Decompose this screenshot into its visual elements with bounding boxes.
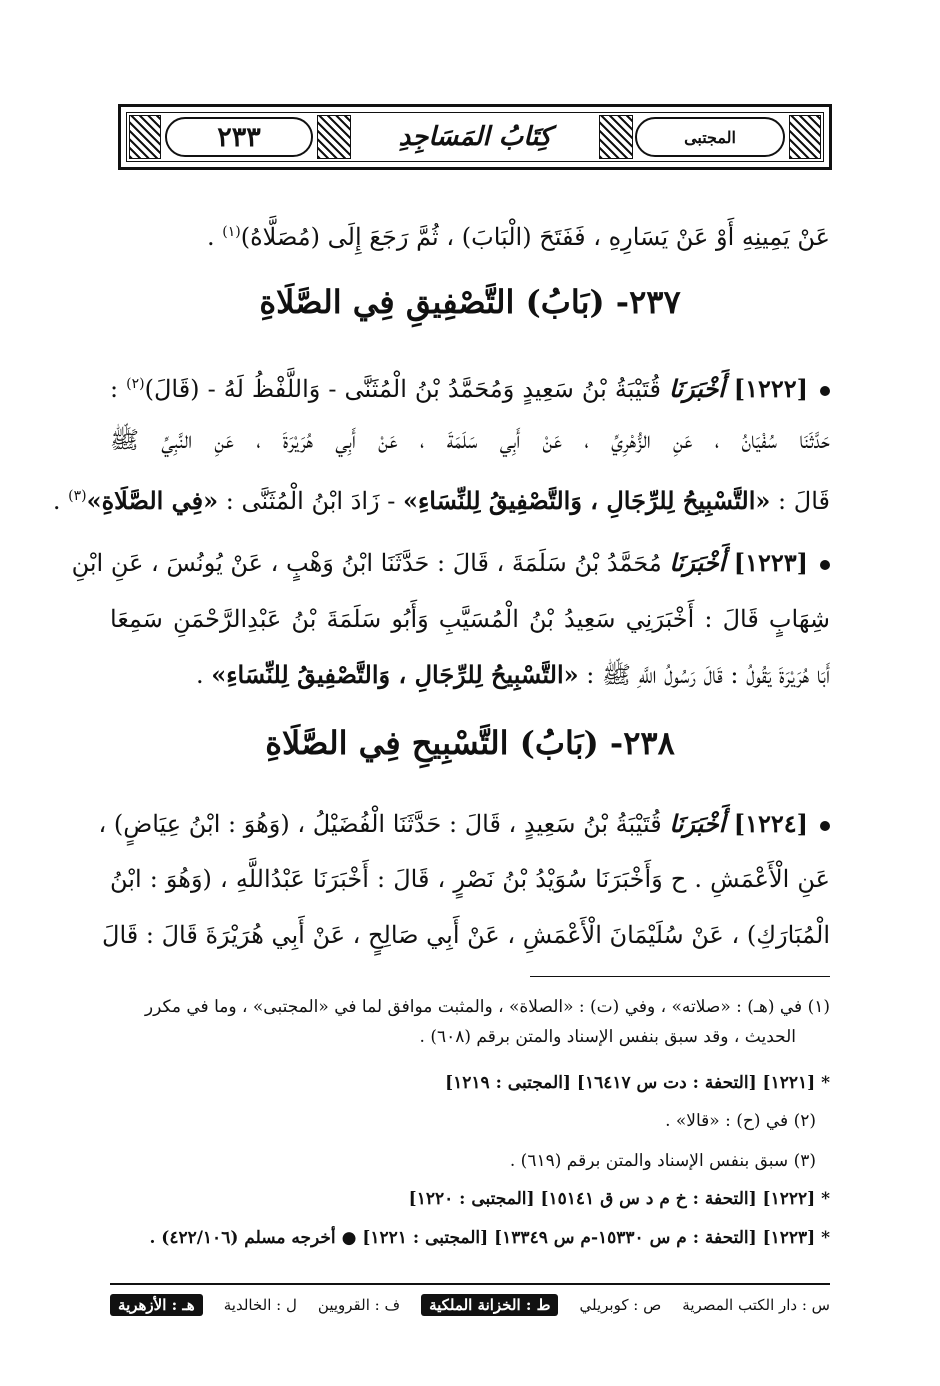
- reference-1222: * [١٢٢٢] [التحفة : خ م د س ق ١٥١٤١] [المجتبى : ١٢٢٠]: [408, 1189, 830, 1209]
- text-span: قُتَيْبَةُ بْنُ سَعِيدٍ وَمُحَمَّدُ بْنُ الْمُثَنَّى - وَاللَّفْظُ لَهُ - (قَالَ): [144, 375, 669, 403]
- hadith-1223-line-1: [71, 545, 830, 581]
- hadith-number: [١٢٢٣]: [725, 548, 808, 577]
- key-item-highlighted: هـ : الأزهرية: [110, 1294, 203, 1316]
- key-item: ف : القرويين: [317, 1296, 401, 1314]
- footnote-ref: (١): [222, 224, 241, 240]
- text-span: .: [195, 661, 212, 689]
- bullet-icon: [820, 560, 830, 570]
- page-number-cartouche: [165, 117, 313, 157]
- hadith-1223-line-3: [110, 657, 830, 693]
- footnote-3: (٣) سبق بنفس الإسناد والمتن برقم (٦١٩) .: [509, 1151, 816, 1171]
- key-item: ص : كوبريلي: [579, 1296, 662, 1314]
- akhbarana: أَخْبَرَنَا: [668, 374, 725, 403]
- ornament-mid-left: [317, 115, 351, 159]
- book-title-cartouche: [357, 117, 593, 157]
- footnote-ref: (٣): [68, 488, 87, 504]
- hadith-1224-line-1: [98, 806, 830, 842]
- logo-cartouche: [635, 117, 785, 157]
- text-span: - زَادَ ابْنُ الْمُثَنَّى :: [218, 487, 404, 515]
- akhbarana: أَخْبَرَنَا: [669, 548, 726, 577]
- hadith-1224-line-3: الْمُبَارَكِ) ، عَنْ سُلَيْمَانَ الْأَعْمَشِ ، عَنْ أَبِي صَالِحٍ ، عَنْ أَبِي هُرَيْرَةَ قَالَ : قَالَ: [102, 921, 830, 949]
- text-span: مُحَمَّدُ بْنُ سَلَمَةَ ، قَالَ : حَدَّثَنَا ابْنُ وَهْبٍ ، عَنْ يُونُسَ ، عَنِ ابْنِ: [71, 549, 670, 577]
- key-item: س : دار الكتب المصرية: [682, 1296, 830, 1314]
- text-span: .: [52, 487, 69, 515]
- footnote-2: (٢) في (ح) : «قالا» .: [665, 1111, 816, 1131]
- key-bar-rule: [110, 1283, 830, 1285]
- reference-1221: * [١٢٢١] [التحفة : دت س ١٦٤١٧] [المجتبى : ١٢١٩]: [445, 1073, 830, 1093]
- reference-1223: * [١٢٢٣] [التحفة : م س ١٥٣٣٠-م س ١٣٣٤٩] [المجتبى : ١٢٢١] ● أخرجه مسلم (٤٢٢/١٠٦) .: [149, 1228, 830, 1248]
- section-heading: ٢٣٨- (بَابُ) التَّسْبِيحِ فِي الصَّلَاةِ: [265, 724, 675, 762]
- matn-bold: «التَّسْبِيحُ لِلرِّجَالِ ، وَالتَّصْفِيقُ لِلنِّسَاءِ»: [211, 660, 579, 689]
- text-span: .: [206, 223, 223, 251]
- page-header: [118, 104, 832, 170]
- manuscript-key-bar: [110, 1290, 830, 1320]
- footnote-ref: (٢): [126, 376, 145, 392]
- hadith-number: [١٢٢٢]: [724, 374, 809, 403]
- hadith-number: [١٢٢٤]: [725, 809, 808, 838]
- section-heading: ٢٣٧- (بَابُ) التَّصْفِيقِ فِي الصَّلَاةِ: [259, 283, 681, 321]
- ornament-right: [789, 115, 821, 159]
- text-span: عَنْ يَمِينِهِ أَوْ عَنْ يَسَارِهِ ، فَفَتَحَ (الْبَابَ) ، ثُمَّ رَجَعَ إِلَى (مُصَلَّاهُ): [240, 223, 830, 251]
- matn-bold: «فِي الصَّلَاةِ»: [86, 486, 219, 515]
- page-number: ٢٣٣: [217, 121, 261, 153]
- text-span: قَالَ :: [770, 487, 830, 515]
- text-span: أَبَا هُرَيْرَةَ يَقُولُ : قَالَ رَسُولُ اللَّهِ ﷺ :: [578, 661, 830, 689]
- key-item-highlighted: ط : الخزانة الملكية: [421, 1294, 558, 1316]
- hadith-1224-line-2: عَنِ الْأَعْمَشِ . ح وَأَخْبَرَنَا سُوَيْدُ بْنُ نَصْرٍ ، قَالَ : أَخْبَرَنَا عَبْدُاللَّهِ ، (وَهُوَ : ابْنُ: [110, 865, 830, 893]
- text-span: :: [110, 375, 127, 403]
- akhbarana: أَخْبَرَنَا: [669, 809, 726, 838]
- matn-bold: «التَّسْبِيحُ لِلرِّجَالِ ، وَالتَّصْفِيقُ لِلنِّسَاءِ»: [403, 486, 771, 515]
- text-line: [110, 214, 830, 255]
- footnote-1: (١) في (هـ) : «صلاته» ، وفي (ت) : «الصلاة» ، والمثبت موافق لما في «المجتبى» ، وما في مكرر: [144, 997, 830, 1017]
- text-span: قُتَيْبَةُ بْنُ سَعِيدٍ ، قَالَ : حَدَّثَنَا الْفُضَيْلُ ، (وَهُوَ : ابْنُ عِيَاضٍ) ،: [98, 810, 670, 838]
- ornament-mid-right: [599, 115, 633, 159]
- footnote-1-cont: الحديث ، وقد سبق بنفس الإسناد والمتن برقم (٦٠٨) .: [419, 1027, 796, 1047]
- footnote-separator: [530, 976, 830, 977]
- hadith-1222-line-1: [110, 366, 830, 407]
- logo: المجتبى: [684, 127, 736, 147]
- bullet-icon: [820, 386, 830, 396]
- ornament-left: [129, 115, 161, 159]
- book-title: كِتَابُ المَسَاجِدِ: [398, 122, 552, 152]
- key-item: ل : الخالدية: [223, 1296, 297, 1314]
- hadith-1223-line-2: شِهَابٍ قَالَ : أَخْبَرَنِي سَعِيدُ بْنُ الْمُسَيَّبِ وَأَبُو سَلَمَةَ بْنُ عَبْدِالرَّحْمَنِ سَمِعَا: [110, 605, 830, 633]
- hadith-1222-line-2: حَدَّثَنَا سُفْيَانُ ، عَنِ الزُّهْرِيِّ ، عَنْ أَبِي سَلَمَةَ ، عَنْ أَبِي هُرَيْرَةَ ، عَنِ النَّبِيِّ ﷺ: [110, 426, 830, 454]
- bullet-icon: [820, 821, 830, 831]
- hadith-1222-line-3: [52, 478, 830, 519]
